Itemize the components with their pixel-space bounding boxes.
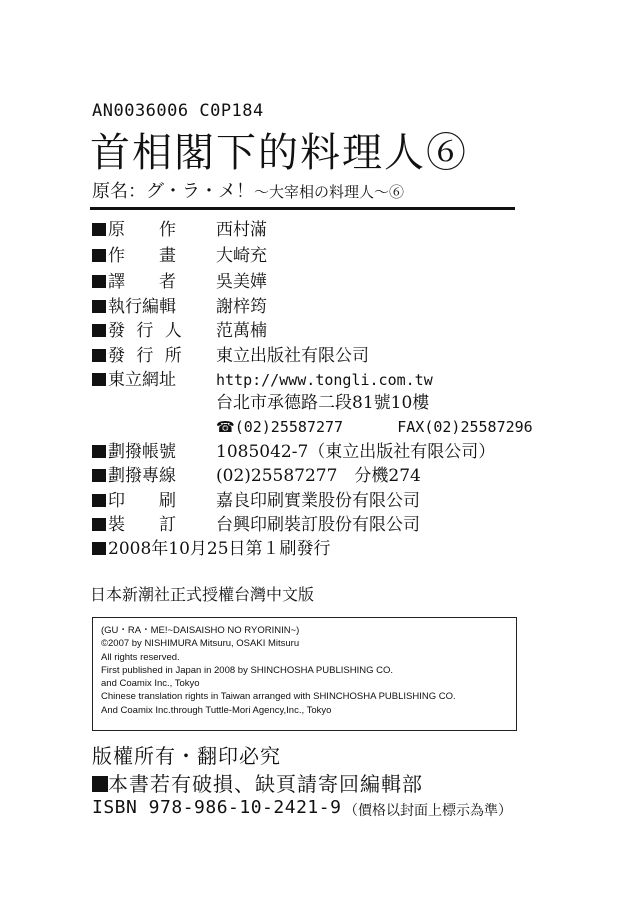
credit-row-postal-account — [92, 441, 496, 463]
square-bullet-icon — [92, 494, 106, 507]
square-bullet-icon — [92, 349, 106, 362]
credit-label: 裝 訂 — [108, 515, 176, 535]
damage-notice: 本書若有破損、缺頁請寄回編輯部 — [108, 772, 423, 796]
square-bullet-icon — [92, 518, 106, 531]
credit-label: 譯 者 — [108, 272, 176, 292]
credit-value: 1085042-7（東立出版社有限公司） — [216, 442, 496, 462]
credit-value: (02)25587277 分機274 — [216, 466, 421, 486]
credit-value: 台興印刷裝訂股份有限公司 — [216, 515, 420, 535]
square-bullet-icon — [92, 324, 106, 337]
copyright-box — [92, 617, 517, 731]
rights-notice: 版權所有・翻印必究 — [92, 744, 281, 768]
price-note: （價格以封面上標示為準） — [344, 803, 512, 819]
address-text: 台北市承德路二段81號10樓 — [216, 393, 430, 413]
credit-row-publishing-house — [92, 345, 369, 367]
credit-value: 大崎充 — [216, 246, 267, 266]
copyright-line: ©2007 by NISHIMURA Mitsuru, OSAKI Mitsuru — [101, 638, 300, 650]
original-title-prefix: 原名：グ・ラ・メ！ — [92, 181, 254, 202]
square-bullet-icon — [92, 275, 106, 288]
isbn: ISBN 978-986-10-2421-9 — [92, 797, 342, 818]
original-title — [92, 181, 404, 203]
square-bullet-icon — [92, 300, 106, 313]
credit-value: 東立出版社有限公司 — [216, 346, 369, 366]
square-bullet-icon — [92, 776, 108, 792]
credit-row-publisher — [92, 320, 267, 342]
credit-row-binding — [92, 514, 420, 536]
credit-value: 范萬楠 — [216, 321, 267, 341]
license-note: 日本新潮社正式授權台灣中文版 — [90, 585, 315, 604]
square-bullet-icon — [92, 542, 106, 555]
credit-label: 原 作 — [108, 220, 176, 240]
title-divider — [90, 207, 515, 210]
copyright-line: Chinese translation rights in Taiwan arranged with SHINCHOSHA PUBLISHING CO. — [101, 691, 456, 703]
copyright-line: All rights reserved. — [101, 651, 180, 663]
square-bullet-icon — [92, 373, 106, 386]
square-bullet-icon — [92, 469, 106, 482]
square-bullet-icon — [92, 249, 106, 262]
credit-label: 劃撥專線 — [108, 466, 176, 486]
credit-row-original-author — [92, 219, 267, 241]
book-title: 首相閣下的料理人⑥ — [90, 130, 468, 176]
credit-value: 謝梓筠 — [216, 297, 267, 317]
square-bullet-icon — [92, 223, 106, 236]
square-bullet-icon — [92, 445, 106, 458]
copyright-line: and Coamix Inc., Tokyo — [101, 678, 200, 690]
credit-label: 印 刷 — [108, 491, 176, 511]
credit-label: 劃撥帳號 — [108, 442, 176, 462]
credit-value: 嘉良印刷實業股份有限公司 — [216, 491, 420, 511]
phone-fax-line — [216, 416, 533, 438]
original-title-subtitle: ～大宰相の料理人～⑥ — [254, 183, 405, 201]
website-url: http://www.tongli.com.tw — [216, 371, 433, 389]
damage-notice-row — [92, 768, 423, 797]
publish-date: 2008年10月25日第１刷發行 — [108, 539, 331, 559]
fax-number: FAX(02)25587296 — [397, 418, 533, 436]
credit-value: 西村滿 — [216, 220, 267, 240]
copyright-line: (GU・RA・ME!~DAISAISHO NO RYORININ~) — [101, 625, 300, 636]
credit-label: 東立網址 — [108, 370, 176, 390]
credit-row-printing — [92, 490, 420, 512]
copyright-line: First published in Japan in 2008 by SHINCHOSHA PUBLISHING CO. — [101, 664, 393, 676]
credit-row-postal-line — [92, 465, 421, 487]
credit-row-editor — [92, 296, 267, 318]
credit-label: 發 行 人 — [108, 321, 185, 341]
credit-row-website — [92, 369, 433, 391]
credit-row-translator — [92, 271, 267, 293]
credit-label: 發 行 所 — [108, 346, 185, 366]
publish-date-row — [92, 538, 331, 560]
telephone-icon: ☎ — [216, 418, 235, 436]
credit-label: 執行編輯 — [108, 297, 176, 317]
credit-row-artist — [92, 245, 267, 267]
phone-number: (02)25587277 — [234, 418, 344, 436]
copyright-line: And Coamix Inc.through Tuttle-Mori Agency,Inc., Tokyo — [101, 704, 332, 716]
credit-label: 作 畫 — [108, 246, 176, 266]
catalog-code: AN0036006 C0P184 — [92, 101, 264, 121]
credit-value: 吳美嬅 — [216, 272, 267, 292]
